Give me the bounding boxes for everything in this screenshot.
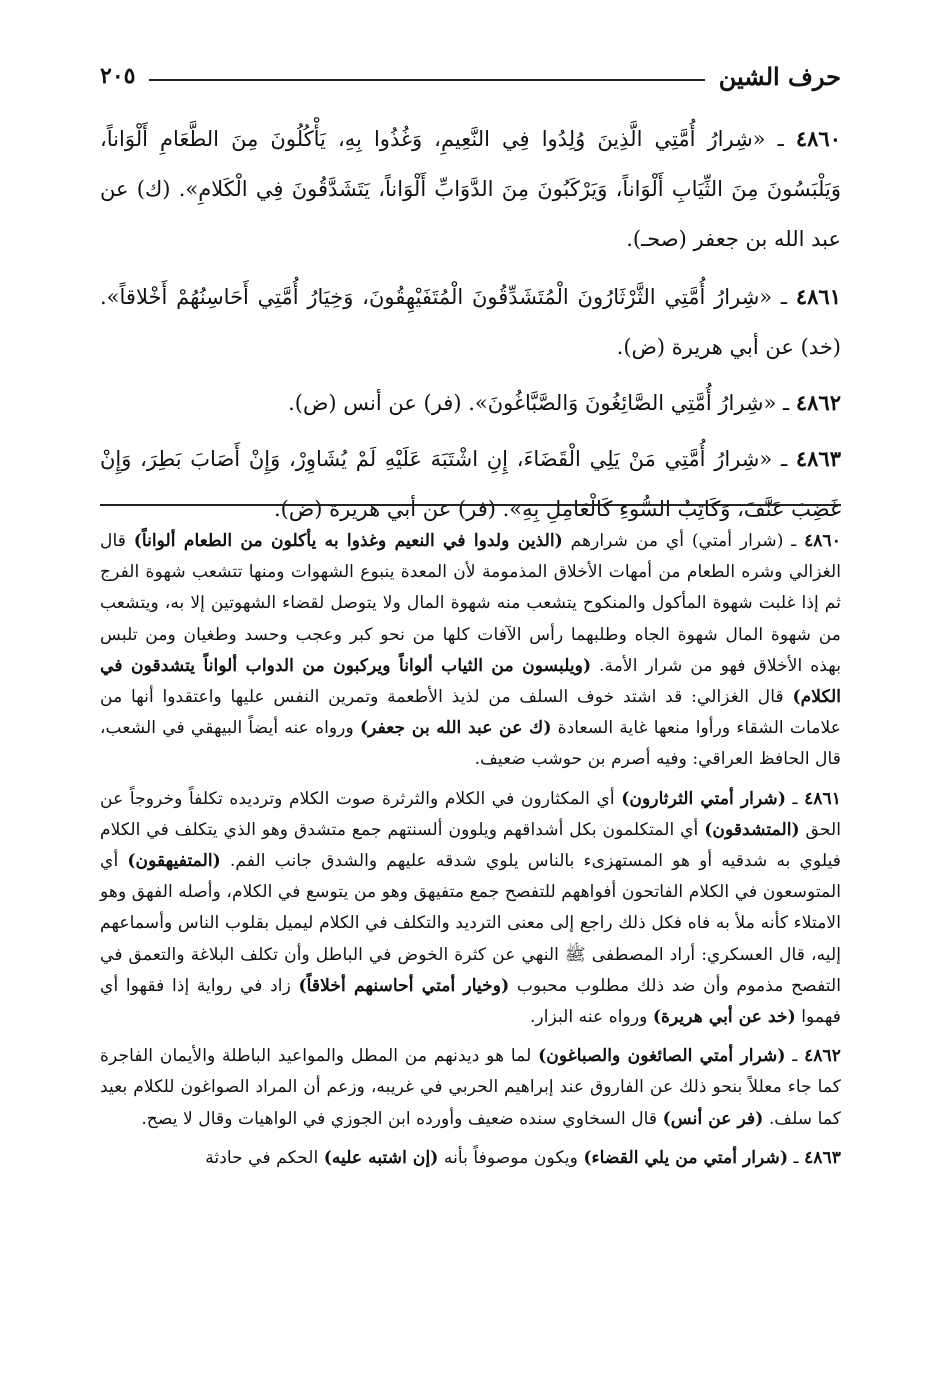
commentary-text: قال الغزالي وشره الطعام من أمهات الأخلاق المذمومة لأن المعدة ينبوع الشهوات ومنها تتشعب شهوة الفرج ثم إذا غلبت شهوة المأكول والمنكوح يتشعب منه شهوة المال ولا يتوصل لقضاء الشهوتين إلا به، ويتشعب من شهوة المال شهوة الجاه وطلبهما رأس الآفات كلها من نحو كبر وعجب وحسد وطغيان ومن تلبس بهذه الأخلاق فهو من شرار الأمة.: [100, 531, 841, 676]
commentary-number: ٤٨٦٣: [804, 1147, 841, 1168]
commentary-quote: (خد عن أبي هريرة): [652, 1007, 796, 1028]
hadith-entry: ٤٨٦٣ ـ «شِرارُ أُمَّتِي مَنْ يَلِي الْقَضَاءَ، إِنِ اشْتَبَهَ عَلَيْهِ لَمْ يُشَاوِرْ، وَإِنْ أَصَابَ بَطِرَ، وَإِنْ غَضِبَ عَنَّفَ، وَكَاتِبُ السُّوءِ كَالْعَامِلِ بِهِ». (فر) عن أبي هريرة (ض).: [100, 446, 841, 521]
commentary-text: لما هو ديدنهم من المطل والمواعيد الباطلة والأيمان الفاجرة كما جاء معللاً بنحو ذلك عن الفاروق عند إبراهيم الحربي في غريبه، وزعم أن المراد الصواغون للكلام بعيد كما سلف.: [100, 1046, 841, 1129]
commentary-quote: (المتفيهقون): [127, 851, 221, 872]
hadith-entry: ٤٨٦١ ـ «شِرارُ أُمَّتِي الثَّرْثَارُونَ الْمُتَشَدِّقُونَ الْمُتَفَيْهِقُونَ، وَخِيَارُ أُمَّتِي أَحَاسِنُهُمْ أَخْلاقاً». (خد) عن أبي هريرة (ض).: [100, 284, 841, 359]
hadith-number: ٤٨٦٠: [795, 126, 841, 151]
section-divider: [100, 504, 841, 506]
commentary-text: ويكون موصوفاً بأنه: [438, 1147, 584, 1168]
commentary-number: ٤٨٦٢: [804, 1046, 842, 1067]
commentary-quote: (شرار أمتي الصائغون والصباغون): [538, 1046, 786, 1067]
hadith-number: ٤٨٦٣: [795, 446, 841, 471]
commentary-text: ورواه عنه أيضاً البيهقي في الشعب، قال الحافظ العراقي: وفيه أصرم بن حوشب ضعيف.: [100, 718, 841, 770]
commentary-text: قال الغزالي: قد اشتد خوف السلف من لذيذ الأطعمة وتمرين النفس عليها واعتقدوا أنها من علامات الشقاء ورأوا منعها غاية السعادة: [100, 687, 842, 739]
hadith-text: «شِرارُ أُمَّتِي الَّذِينَ وُلِدُوا فِي النَّعِيمِ، وَغُذُوا بِهِ، يَأْكُلُونَ مِنَ الطَّعَامِ أَلْوَاناً، وَيَلْبَسُونَ مِنَ الثِّيَابِ أَلْوَاناً، وَيَرْكَبُونَ مِنَ الدَّوَابِّ أَلْوَاناً، يَتَشَدَّقُونَ فِي الْكَلامِ». (ك) عن عبد الله بن جعفر (صحـ).: [100, 127, 841, 251]
commentary-entry: ٤٨٦٣ ـ (شرار أمتي من يلي القضاء) ويكون موصوفاً بأنه (إن اشتبه عليه) الحكم في حادثة: [205, 1147, 841, 1168]
hadith-text: «شِرارُ أُمَّتِي الثَّرْثَارُونَ الْمُتَشَدِّقُونَ الْمُتَفَيْهِقُونَ، وَخِيَارُ أُمَّتِي أَحَاسِنُهُمْ أَخْلاقاً». (خد) عن أبي هريرة (ض).: [100, 285, 841, 359]
running-title: حرف الشين: [718, 61, 841, 91]
commentary-quote: (ك عن عبد الله بن جعفر): [359, 718, 552, 739]
commentary-text: أي المتكلمون بكل أشداقهم ويلوون ألسنتهم جمع متشدق وهو الذي يتكلف في الكلام فيلوي به شدقيه أو هو المستهزىء بالناس يلوي شدقه عليهم والشدق جانب الفم.: [100, 819, 841, 872]
commentary-quote: (المتشدقون): [704, 819, 800, 840]
commentary-text: (شرار أمتي) أي من شرارهم: [562, 531, 784, 551]
commentary-text: أي المكثارون في الكلام والثرثرة صوت الكلام وترديده تكلفاً وخروجاً عن الحق: [100, 788, 841, 840]
hadith-entry: ٤٨٦٠ ـ «شِرارُ أُمَّتِي الَّذِينَ وُلِدُوا فِي النَّعِيمِ، وَغُذُوا بِهِ، يَأْكُلُونَ مِنَ الطَّعَامِ أَلْوَاناً، وَيَلْبَسُونَ مِنَ الثِّيَابِ أَلْوَاناً، وَيَرْكَبُونَ مِنَ الدَّوَابِّ أَلْوَاناً، يَتَشَدَّقُونَ فِي الْكَلامِ». (ك) عن عبد الله بن جعفر (صحـ).: [100, 126, 841, 251]
hadith-text: «شِرارُ أُمَّتِي الصَّائِغُونَ وَالصَّبَّاغُونَ». (فر) عن أنس (ض).: [288, 391, 777, 415]
commentary-number: ٤٨٦٠: [804, 531, 841, 551]
commentary-text: زاد في رواية إذا فقهوا أي فهموا: [100, 975, 841, 1028]
commentary-quote: (ويلبسون من الثياب ألواناً ويركبون من الدواب ألواناً يتشدقون في الكلام): [100, 655, 841, 708]
commentary-section: [100, 526, 841, 1182]
page-number: ٢٠٥: [100, 63, 136, 89]
commentary-entry: ٤٨٦٢ ـ (شرار أمتي الصائغون والصباغون) لما هو ديدنهم من المطل والمواعيد الباطلة والأيمان الفاجرة كما جاء معللاً بنحو ذلك عن الفاروق عند إبراهيم الحربي في غريبه، وزعم أن المراد الصواغون للكلام بعيد كما سلف. (فر عن أنس) قال السخاوي سنده ضعيف وأورده ابن الجوزي في الواهيات وقال لا يصح.: [100, 1046, 842, 1129]
commentary-quote: (إن اشتبه عليه): [323, 1147, 439, 1168]
commentary-quote: (فر عن أنس): [662, 1108, 764, 1129]
commentary-quote: (وخيار أمتي أحاسنهم أخلاقاً): [298, 975, 510, 996]
page-header: [100, 58, 841, 94]
hadith-number: ٤٨٦٢: [795, 390, 841, 415]
hadith-entry: ٤٨٦٢ ـ «شِرارُ أُمَّتِي الصَّائِغُونَ وَالصَّبَّاغُونَ». (فر) عن أنس (ض).: [288, 390, 841, 415]
commentary-number: ٤٨٦١: [804, 788, 841, 809]
commentary-text: قال السخاوي سنده ضعيف وأورده ابن الجوزي في الواهيات وقال لا يصح.: [141, 1108, 663, 1129]
commentary-entry: ٤٨٦١ ـ (شرار أمتي الثرثارون) أي المكثارون في الكلام والثرثرة صوت الكلام وترديده تكلفاً وخروجاً عن الحق (المتشدقون) أي المتكلمون بكل أشداقهم ويلوون ألسنتهم جمع متشدق وهو الذي يتكلف في الكلام فيلوي به شدقيه أو هو المستهزىء بالناس يلوي شدقه عليهم والشدق جانب الفم. (المتفيهقون) أي المتوسعون في الكلام الفاتحون أفواههم للتفصح جمع متفيهق وهو من يتوسع في الكلام، وأصله الفهق وهو الامتلاء كأنه ملأ به فاه فكل ذلك راجع إلى معنى الترديد والتكلف في الكلام ليميل بقلوب الناس وأسماعهم إليه، قال العسكري: أراد المصطفى ﷺ النهي عن كثرة الخوض في الباطل وأن تكلف البلاغة والتعمق في التفصح مذموم وأن ضد ذلك مطلوب محبوب (وخيار أمتي أحاسنهم أخلاقاً) زاد في رواية إذا فقهوا أي فهموا (خد عن أبي هريرة) ورواه عنه البزار.: [100, 788, 841, 1028]
commentary-entry: ٤٨٦٠ ـ (شرار أمتي) أي من شرارهم (الذين ولدوا في النعيم وغذوا به يأكلون من الطعام ألواناً) قال الغزالي وشره الطعام من أمهات الأخلاق المذمومة لأن المعدة ينبوع الشهوات ومنها تتشعب شهوة الفرج ثم إذا غلبت شهوة المأكول والمنكوح يتشعب منه شهوة المال ولا يتوصل لقضاء الشهوتين إلا به، ويتشعب من شهوة المال شهوة الجاه وطلبهما رأس الآفات كلها من نحو كبر وعجب وحسد وطغيان ومن تلبس بهذه الأخلاق فهو من شرار الأمة. (ويلبسون من الثياب ألواناً ويركبون من الدواب ألواناً يتشدقون في الكلام) قال الغزالي: قد اشتد خوف السلف من لذيذ الأطعمة وتمرين النفس عليها واعتقدوا أنها من علامات الشقاء ورأوا منعها غاية السعادة (ك عن عبد الله بن جعفر) ورواه عنه أيضاً البيهقي في الشعب، قال الحافظ العراقي: وفيه أصرم بن حوشب ضعيف.: [100, 531, 842, 770]
commentary-text: الحكم في حادثة: [205, 1147, 324, 1168]
commentary-text: ورواه عنه البزار.: [529, 1007, 653, 1028]
hadith-text: «شِرارُ أُمَّتِي مَنْ يَلِي الْقَضَاءَ، إِنِ اشْتَبَهَ عَلَيْهِ لَمْ يُشَاوِرْ، وَإِنْ أَصَابَ بَطِرَ، وَإِنْ غَضِبَ عَنَّفَ، وَكَاتِبُ السُّوءِ كَالْعَامِلِ بِهِ». (فر) عن أبي هريرة (ض).: [100, 447, 841, 521]
hadith-number: ٤٨٦١: [795, 284, 841, 309]
commentary-quote: (الذين ولدوا في النعيم وغذوا به يأكلون من الطعام ألواناً): [133, 531, 563, 551]
commentary-quote: (شرار أمتي من يلي القضاء): [583, 1147, 789, 1168]
commentary-text: أي المتوسعون في الكلام الفاتحون أفواههم للتفصح جمع متفيهق وهو من يتوسع في الكلام، وأصله الفهق وهو الامتلاء كأنه ملأ به فاه فكل ذلك راجع إلى معنى الترديد والتكلف في الكلام ليميل بقلوب الناس وأسماعهم إليه، قال العسكري: أراد المصطفى ﷺ النهي عن كثرة الخوض في الباطل وأن تكلف البلاغة والتعمق في التفصح مذموم وأن ضد ذلك مطلوب محبوب: [100, 851, 841, 996]
hadith-section: [100, 114, 841, 540]
header-rule: [149, 79, 704, 81]
commentary-quote: (شرار أمتي الثرثارون): [621, 788, 786, 809]
